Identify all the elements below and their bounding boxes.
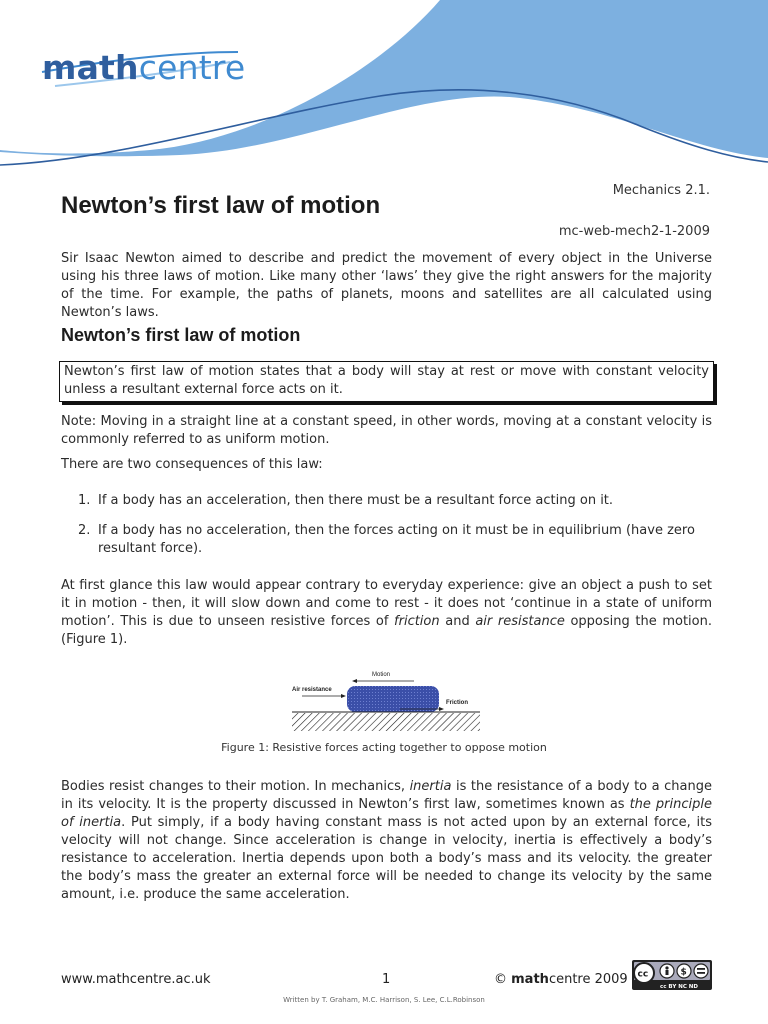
moving-block [347, 686, 439, 712]
ground-hatch [292, 713, 480, 731]
author-credits: Written by T. Graham, M.C. Harrison, S. Lee, C.L.Robinson [283, 996, 485, 1004]
list-text: If a body has no acceleration, then the forces acting on it must be in equilibrium (have zero [98, 523, 695, 538]
friction-label: Friction [446, 700, 468, 706]
copyright-symbol: © [494, 972, 507, 987]
law-statement-box: Newton’s first law of motion states that a body will stay at rest or move with constant velocity unless a resultant external force acts on it. [59, 361, 714, 402]
air-resistance-arrowhead [341, 694, 346, 698]
cc-license-badge[interactable] [632, 960, 712, 990]
topic-code: Mechanics 2.1. [612, 183, 710, 198]
logo-text-centre: centre [138, 48, 246, 87]
list-text: If a body has an acceleration, then there must be a resultant force acting on it. [98, 493, 614, 508]
list-item [78, 522, 712, 558]
mathcentre-logo [42, 48, 245, 87]
motion-label: Motion [372, 672, 391, 678]
note-paragraph: Note: Moving in a straight line at a constant speed, in other words, moving at a constant velocity is commonly referred to as uniform motion. [61, 414, 712, 447]
header-wave [0, 0, 768, 180]
air-resistance-label: Air resistance [292, 687, 332, 693]
page-number: 1 [382, 972, 391, 987]
footer-copyright: © mathcentre 2009 [494, 972, 628, 987]
principle-of-inertia-term: the principle of inertia [61, 797, 712, 830]
list-number: 1. [78, 493, 91, 508]
list-number: 2. [78, 523, 91, 538]
inertia-paragraph: Bodies resist changes to their motion. In mechanics, inertia is the resistance of a body to a change in its velocity. It is the property discussed in Newton’s first law, sometimes known as the principle of inertia. Put simply, if a body having constant mass is not acted upon by an external force, its velocity will not change. Since acceleration is change in velocity, inertia is effectively a body’s resistance to acceleration. Inertia depends upon both a body’s mass and its velocity. the greater the body’s mass the greater an external force will be needed to change its velocity by the same amount, i.e. produce the same acceleration. [61, 779, 712, 902]
air-resistance-term: air resistance [475, 614, 565, 629]
motion-arrowhead [352, 679, 357, 683]
page-title: Newton’s first law of motion [61, 192, 381, 219]
friction-term: friction [394, 614, 440, 629]
list-item [78, 492, 712, 510]
svg-text:$: $ [680, 967, 687, 978]
footer-url[interactable]: www.mathcentre.ac.uk [61, 972, 211, 987]
inertia-term: inertia [409, 779, 452, 794]
nd-icon [694, 964, 708, 978]
consequences-intro: There are two consequences of this law: [61, 457, 323, 472]
document-ref: mc-web-mech2-1-2009 [558, 224, 710, 239]
friction-arrowhead [439, 707, 444, 711]
figure-caption: Figure 1: Resistive forces acting together to oppose motion [221, 741, 547, 754]
intro-paragraph: Sir Isaac Newton aimed to describe and predict the movement of every object in the Universe using his three laws of motion. Like many other ‘laws’ they give the right answers for the majority of the time. For example, the paths of planets, moons and satellites are all calculated using Newton’s laws. [61, 251, 712, 320]
figure-resistive-forces [290, 664, 482, 736]
svg-text:cc: cc [637, 969, 649, 980]
glance-paragraph: At first glance this law would appear contrary to everyday experience: give an object a push to set it in motion - then, it will slow down and come to rest - it does not ‘continue in a state of uniform motion’. This is due to unseen resistive forces of friction and air resistance opposing the motion. (Figure 1). [61, 578, 712, 647]
logo-text-math: math [42, 48, 139, 87]
license-badge-text: cc BY NC ND [660, 984, 698, 990]
list-text-continuation: resultant force). [98, 541, 203, 556]
section-heading: Newton’s first law of motion [61, 325, 301, 345]
